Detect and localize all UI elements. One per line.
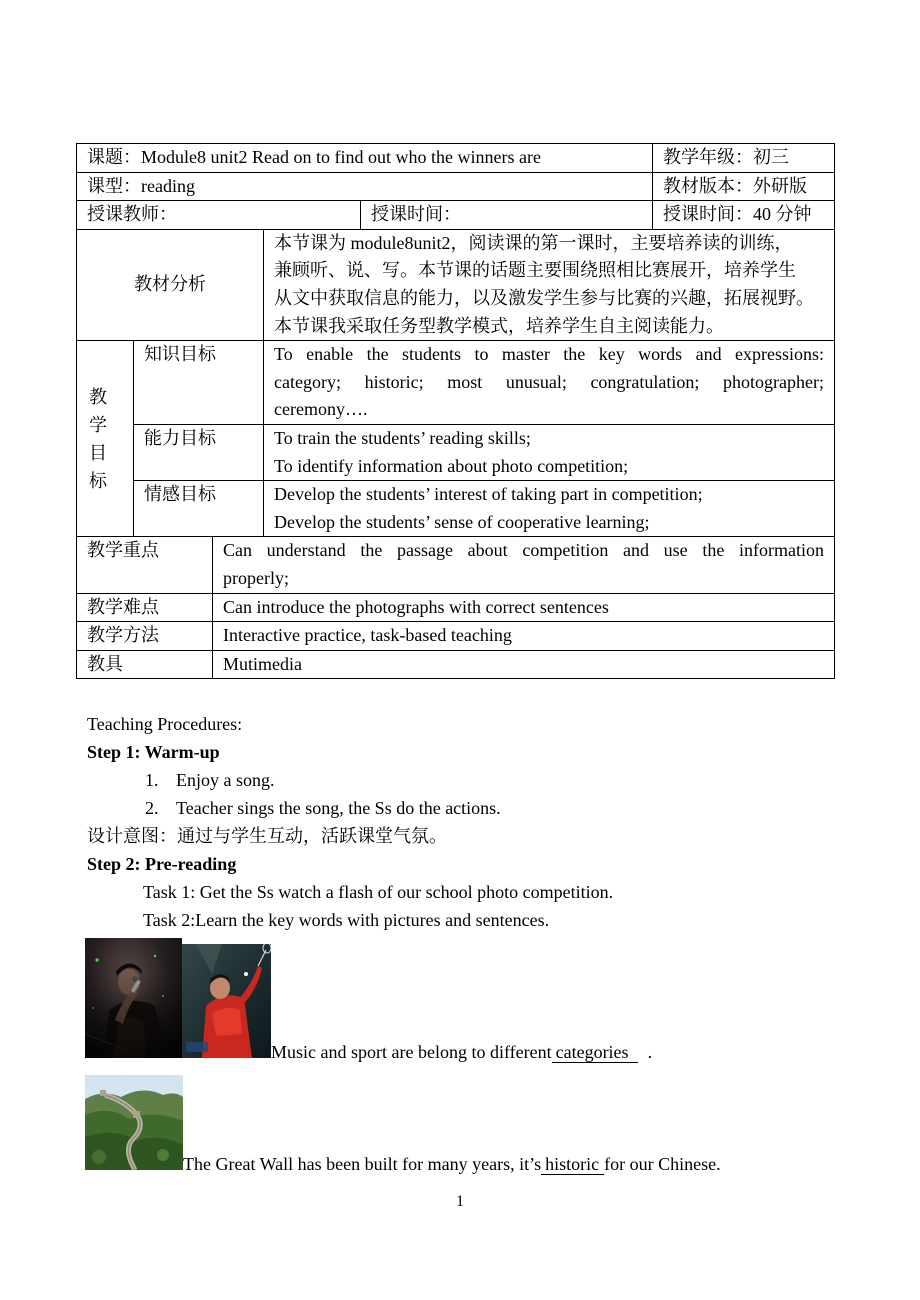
list-item [87,766,847,794]
methods-text: Interactive practice, task-based teaching [213,622,835,651]
methods-label: 教学方法 [77,622,213,651]
singer-photo [85,938,182,1058]
answer-blank: historic [541,1154,604,1175]
table-row-teacher [77,201,835,230]
table-row-topic [77,144,835,173]
example-sentence-text: Music and sport are belong to different [271,1042,552,1062]
objectives-label-cell [77,341,134,537]
great-wall-photo [85,1075,183,1170]
example-sentence-end: . [647,1042,653,1062]
list-item-number: 2. [145,798,159,818]
list-item-text: Enjoy a song. [176,770,275,790]
page-number: 1 [456,1193,464,1210]
table-row-lesson-type [77,172,835,201]
analysis-line: 本节课我采取任务型教学模式，培养学生自主阅读能力。 [274,315,724,336]
difficulties-text: Can introduce the photographs with correct sentences [213,593,835,622]
answer-blank: categories [552,1042,638,1063]
step1-title: Step 1: Warm-up [87,742,220,762]
step2-title: Step 2: Pre-reading [87,854,237,874]
teaching-procedures [87,710,847,1174]
key-points-line: Can understand the passage about competition and use the information [223,540,825,561]
class-time-cell: 授课时间： [361,201,653,230]
example-sentence-historic [85,1075,847,1174]
topic-cell: 课题：Module8 unit2 Read on to find out who the winners are [77,144,653,173]
ability-line: To train the students’ reading skills; [274,427,531,448]
aids-text: Mutimedia [213,650,835,679]
teacher-cell: 授课教师： [77,201,361,230]
grade-cell: 教学年级：初三 [653,144,835,173]
example-sentence-categories [85,938,847,1062]
aids-label: 教具 [77,650,213,679]
table-row-methods [77,622,835,651]
example-sentence-end: for our Chinese. [604,1154,721,1174]
duration-cell: 授课时间：40 分钟 [653,201,835,230]
design-intent: 设计意图：通过与学生互动，活跃课堂气氛。 [87,826,447,846]
key-points-label: 教学重点 [77,537,213,593]
task-line: Task 2:Learn the key words with pictures and sentences. [143,910,550,930]
knowledge-line: ceremony…. [274,399,368,420]
list-item-text: Teacher sings the song, the Ss do the actions. [176,798,501,818]
table-row-difficulties [77,593,835,622]
task-line: Task 1: Get the Ss watch a flash of our school photo competition. [143,882,614,902]
badminton-player-photo [182,944,271,1058]
table-row-analysis [77,229,835,340]
difficulties-label: 教学难点 [77,593,213,622]
table-row-key-points [77,537,835,593]
list-item-number: 1. [145,770,159,790]
emotion-objective-label: 情感目标 [134,481,264,537]
table-row-knowledge-objective [77,341,835,425]
list-item [87,794,847,822]
emotion-objective-text [264,481,835,537]
ability-line: To identify information about photo competition; [274,455,629,476]
key-points-line: properly; [223,567,289,588]
objectives-label: 教学目标 [89,386,107,491]
analysis-text [264,229,835,340]
analysis-line: 从文中获取信息的能力，以及激发学生参与比赛的兴趣，拓展视野。 [274,287,814,308]
example-sentence-text: The Great Wall has been built for many years, it’s [183,1154,542,1174]
key-points-text [213,537,835,593]
knowledge-objective-label: 知识目标 [134,341,264,425]
emotion-line: Develop the students’ interest of taking part in competition; [274,484,703,505]
analysis-line: 本节课为 module8unit2，阅读课的第一课时，主要培养读的训练， [274,232,793,253]
table-row-emotion-objective [77,481,835,537]
analysis-label: 教材分析 [77,229,264,340]
knowledge-objective-text [264,341,835,425]
ability-objective-text [264,424,835,480]
knowledge-line: To enable the students to master the key words and expressions: [274,344,825,365]
lesson-plan-table [76,143,835,679]
emotion-line: Develop the students’ sense of cooperative learning; [274,511,650,532]
table-row-aids [77,650,835,679]
analysis-line: 兼顾听、说、写。本节课的话题主要围绕照相比赛展开，培养学生 [274,260,796,281]
knowledge-line: category; historic; most unusual; congratulation; photographer; [274,371,825,392]
ability-objective-label: 能力目标 [134,424,264,480]
table-row-ability-objective [77,424,835,480]
lesson-type-cell: 课型：reading [77,172,653,201]
textbook-edition-cell: 教材版本：外研版 [653,172,835,201]
procedures-heading: Teaching Procedures: [87,714,243,734]
